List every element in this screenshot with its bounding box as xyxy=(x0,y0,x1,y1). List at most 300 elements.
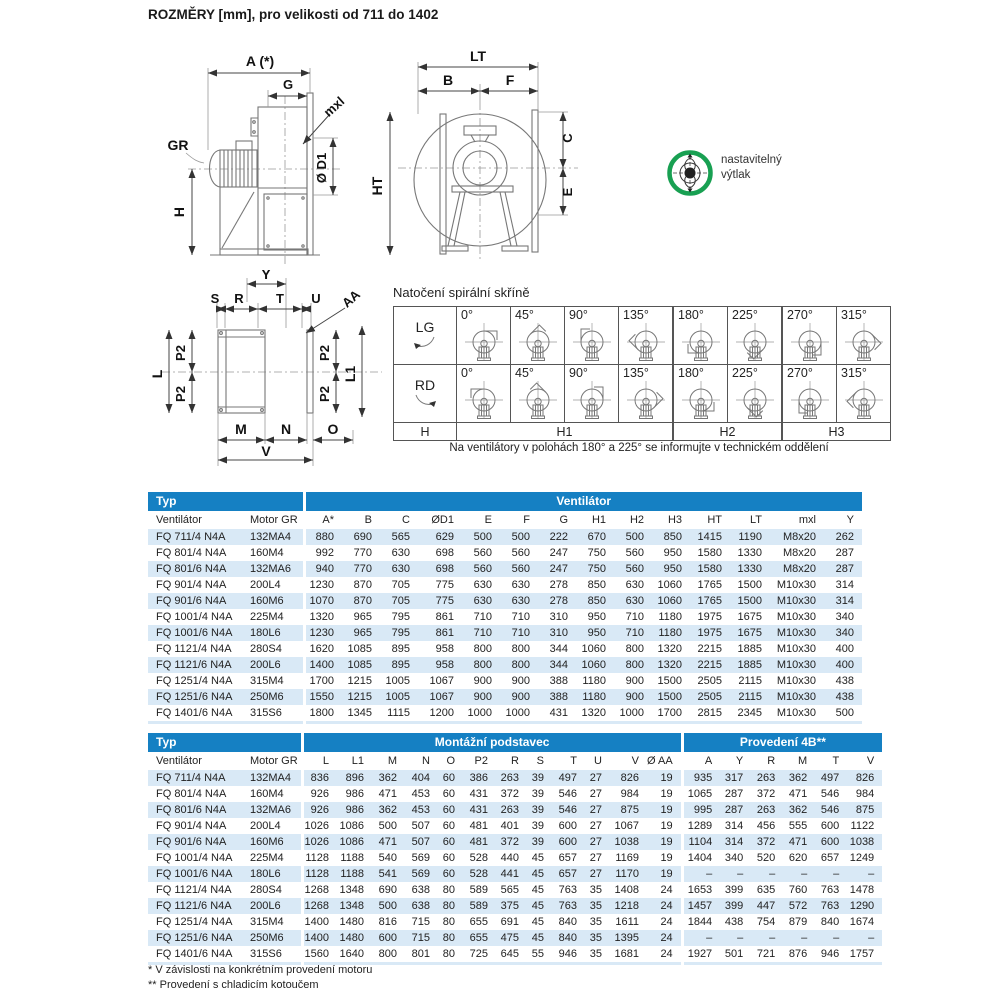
table-cell: 1180 xyxy=(658,627,682,639)
rotation-row xyxy=(394,365,891,423)
table-column-header: C xyxy=(402,514,410,526)
table-cell: 287 xyxy=(724,804,744,816)
table-row xyxy=(148,946,882,964)
table-cell: 1290 xyxy=(849,900,875,912)
table-cell: 657 xyxy=(558,852,577,864)
table-cell: 317 xyxy=(724,772,744,784)
table-cell: 940 xyxy=(304,561,342,577)
rotation-heading: Natočení spirální skříně xyxy=(393,285,530,300)
mounting-base-table xyxy=(148,733,882,965)
table-row xyxy=(148,625,862,641)
table-cell: 35 xyxy=(589,948,602,960)
table-cell: 362 xyxy=(378,772,397,784)
table-cell: 900 xyxy=(511,675,530,687)
rotation-angle-label: 45° xyxy=(515,366,534,380)
table-group-header: Montážní podstavec xyxy=(302,733,682,752)
dim-label-o: O xyxy=(327,421,339,437)
table-column-header: R xyxy=(767,755,776,767)
rotation-cell xyxy=(511,365,565,423)
table-cell: FQ 1251/4 N4A xyxy=(156,675,233,687)
table-cell: 600 xyxy=(820,836,840,848)
table-cell: M10x30 xyxy=(776,611,816,623)
table-cell: 1005 xyxy=(385,675,410,687)
table-cell: 19 xyxy=(660,852,673,864)
table-cell: 372 xyxy=(756,788,776,800)
table-cell: FQ 711/4 N4A xyxy=(156,531,226,543)
table-cell: 344 xyxy=(549,643,568,655)
table-cell: 850 xyxy=(663,531,682,543)
table-cell: 404 xyxy=(411,772,430,784)
table-cell: 225M4 xyxy=(250,611,284,623)
table-column-header: A xyxy=(682,752,720,770)
table-cell: 965 xyxy=(353,611,372,623)
table-cell: 263 xyxy=(500,772,519,784)
table-cell: 935 xyxy=(682,770,720,786)
rotation-angle-label: 270° xyxy=(787,308,813,322)
table-cell: 45 xyxy=(531,852,544,864)
table-cell: 19 xyxy=(660,836,673,848)
table-cell: 770 xyxy=(353,547,372,559)
table-cell: 1000 xyxy=(467,707,492,719)
fan-orientation-icon xyxy=(844,378,884,420)
table-cell: 1975 xyxy=(697,611,722,623)
table-column-header: mxl xyxy=(798,514,816,526)
dim-label-b: B xyxy=(442,72,454,88)
table-cell: 1190 xyxy=(738,531,762,543)
table-cell: 80 xyxy=(442,932,455,944)
rotation-row-label-text: RD xyxy=(414,376,436,393)
table-cell: 1169 xyxy=(615,852,639,864)
table-cell: 630 xyxy=(511,595,530,607)
table-cell: 926 xyxy=(302,802,337,818)
fan-orientation-icon xyxy=(844,320,884,362)
table-cell: M10x30 xyxy=(776,643,816,655)
table-cell: 471 xyxy=(788,836,808,848)
dim-label-ht: HT xyxy=(369,176,385,196)
rotation-angle-label: 90° xyxy=(569,366,588,380)
table-cell: 500 xyxy=(511,531,530,543)
table-cell: 80 xyxy=(442,916,455,928)
table-cell: 1480 xyxy=(339,916,364,928)
table-cell: 1065 xyxy=(682,786,720,802)
table-cell: 984 xyxy=(855,788,875,800)
table-column-header: F xyxy=(523,514,530,526)
table-cell: 800 xyxy=(473,643,492,655)
fan-orientation-icon xyxy=(518,320,558,362)
table-cell: 1640 xyxy=(339,948,364,960)
table-cell: 500 xyxy=(473,531,492,543)
table-row xyxy=(148,866,882,882)
table-cell: 560 xyxy=(511,547,530,559)
table-cell: 1395 xyxy=(614,932,639,944)
rotation-footer-cell: H2 xyxy=(673,423,782,441)
table-cell: 500 xyxy=(378,820,397,832)
table-cell: 800 xyxy=(378,948,397,960)
table-cell: 1800 xyxy=(304,705,342,723)
table-cell: 263 xyxy=(756,772,776,784)
table-cell: FQ 1001/6 N4A xyxy=(156,627,233,639)
badge-label-line1: nastavitelný xyxy=(721,154,782,166)
table-cell: 1230 xyxy=(304,577,342,593)
table-cell: 2115 xyxy=(738,675,762,687)
table-cell: 1180 xyxy=(582,675,606,687)
table-cell: 1500 xyxy=(737,579,762,591)
badge-label-line2: výtlak xyxy=(721,169,751,181)
table-cell: 263 xyxy=(500,804,519,816)
rotation-angle-label: 135° xyxy=(623,308,649,322)
table-cell: 946 xyxy=(820,948,840,960)
table-cell: 710 xyxy=(473,627,492,639)
table-column-header: LT xyxy=(749,514,762,526)
table-cell: 861 xyxy=(435,627,454,639)
fan-orientation-icon xyxy=(518,378,558,420)
side-view-drawing xyxy=(140,50,390,275)
rotation-angle-label: 45° xyxy=(515,308,534,322)
dim-label-p2c: P2 xyxy=(317,345,332,361)
table-cell: 1500 xyxy=(657,691,682,703)
table-cell: 1757 xyxy=(849,948,875,960)
table-cell: 453 xyxy=(411,788,430,800)
fan-orientation-icon xyxy=(790,378,830,420)
dim-label-g: G xyxy=(282,77,294,92)
table-cell: 698 xyxy=(435,563,454,575)
table-cell: M10x30 xyxy=(776,707,816,719)
table-cell: 795 xyxy=(391,627,410,639)
table-cell: 1122 xyxy=(850,820,875,832)
table-cell: 19 xyxy=(660,804,673,816)
rotation-cell xyxy=(565,307,619,365)
table-cell: 800 xyxy=(511,659,530,671)
table-cell: 1404 xyxy=(682,850,720,866)
table-cell: 879 xyxy=(788,916,808,928)
table-cell: 1700 xyxy=(657,707,682,719)
table-cell: 840 xyxy=(820,916,840,928)
table-cell: 314 xyxy=(835,579,854,591)
table-cell: 541 xyxy=(378,868,397,880)
table-cell: 1067 xyxy=(429,691,454,703)
table-column-header: M xyxy=(798,755,808,767)
table-cell: 958 xyxy=(435,643,454,655)
table-column-header: L xyxy=(302,752,337,770)
table-cell: 645 xyxy=(500,948,519,960)
table-cell: – xyxy=(868,932,875,944)
table-cell: – xyxy=(868,868,875,880)
table-row xyxy=(148,577,862,593)
table-cell: 39 xyxy=(531,772,544,784)
table-cell: 19 xyxy=(660,772,673,784)
table-cell: 180L6 xyxy=(250,627,281,639)
rotation-cell xyxy=(457,307,511,365)
table-row xyxy=(148,593,862,609)
table-cell: 850 xyxy=(587,579,606,591)
table-cell: 372 xyxy=(500,788,519,800)
table-cell: 315M4 xyxy=(250,916,284,928)
table-cell: 800 xyxy=(625,643,644,655)
rotation-footer-cell: H xyxy=(394,423,457,441)
table-column-header: H1 xyxy=(591,514,606,526)
table-cell: 1060 xyxy=(657,595,682,607)
table-cell: 1765 xyxy=(697,579,722,591)
table-cell: 60 xyxy=(442,772,455,784)
table-cell: 388 xyxy=(549,675,568,687)
table-cell: 1765 xyxy=(697,595,722,607)
table-cell: 546 xyxy=(558,804,577,816)
table-cell: 775 xyxy=(435,595,454,607)
table-cell: 1268 xyxy=(302,898,337,914)
table-cell: 315S6 xyxy=(250,948,282,960)
table-cell: 160M4 xyxy=(250,547,284,559)
dim-label-mxl: mxl xyxy=(320,93,348,120)
table-column-header: H2 xyxy=(629,514,644,526)
table-column-header: Ventilátor xyxy=(156,755,202,767)
table-row xyxy=(148,898,882,914)
table-group-header: Typ xyxy=(148,492,304,511)
table-cell: 710 xyxy=(473,611,492,623)
table-cell: 132MA4 xyxy=(250,531,291,543)
table-cell: 132MA4 xyxy=(250,772,291,784)
table-cell: 55 xyxy=(531,948,544,960)
rotation-footer-cell: H3 xyxy=(782,423,891,441)
table-column-header: G xyxy=(559,514,568,526)
table-cell: 263 xyxy=(756,804,776,816)
table-cell: 27 xyxy=(589,836,602,848)
table-cell: 630 xyxy=(625,595,644,607)
table-row xyxy=(148,689,862,705)
fan-orientation-icon xyxy=(626,378,666,420)
table-row xyxy=(148,786,882,802)
rotation-angle-label: 180° xyxy=(678,366,704,380)
fan-orientation-icon xyxy=(464,378,504,420)
table-cell: 1580 xyxy=(697,563,722,575)
table-cell: 520 xyxy=(756,852,776,864)
table-cell: 690 xyxy=(353,531,372,543)
table-row xyxy=(148,641,862,657)
table-cell: 340 xyxy=(835,611,854,623)
table-cell: 1500 xyxy=(737,595,762,607)
table-cell: 750 xyxy=(587,563,606,575)
table-cell: 262 xyxy=(835,531,854,543)
table-column-header: N xyxy=(422,755,430,767)
table-cell: 314 xyxy=(724,836,744,848)
table-cell: 657 xyxy=(558,868,577,880)
table-cell: 926 xyxy=(302,786,337,802)
table-cell: FQ 801/6 N4A xyxy=(156,563,227,575)
table-cell: 278 xyxy=(549,579,568,591)
table-cell: 27 xyxy=(589,820,602,832)
rotation-angle-label: 225° xyxy=(732,366,758,380)
table-cell: 950 xyxy=(587,627,606,639)
table-cell: 399 xyxy=(724,900,744,912)
table-cell: 60 xyxy=(442,804,455,816)
dim-label-n: N xyxy=(280,421,292,437)
table-cell: 875 xyxy=(620,804,639,816)
table-cell: – xyxy=(801,932,808,944)
table-cell: M10x30 xyxy=(776,675,816,687)
table-cell: 1060 xyxy=(657,579,682,591)
table-cell: FQ 711/4 N4A xyxy=(156,772,226,784)
table-cell: 1408 xyxy=(614,884,639,896)
table-cell: 655 xyxy=(469,932,488,944)
table-cell: 826 xyxy=(855,772,875,784)
table-cell: 1620 xyxy=(304,641,342,657)
table-row xyxy=(148,705,862,723)
table-column-header: M xyxy=(387,755,397,767)
table-cell: 638 xyxy=(411,884,430,896)
table-cell: 630 xyxy=(473,595,492,607)
table-cell: 620 xyxy=(788,852,808,864)
table-cell: 310 xyxy=(549,627,568,639)
table-cell: 471 xyxy=(378,788,397,800)
table-cell: 896 xyxy=(345,772,364,784)
table-cell: 1060 xyxy=(581,659,606,671)
table-cell: 132MA6 xyxy=(250,804,291,816)
adjustable-outlet-icon xyxy=(666,149,714,197)
table-cell: 35 xyxy=(589,900,602,912)
table-cell: 630 xyxy=(391,563,410,575)
table-cell: 763 xyxy=(558,884,577,896)
table-cell: 540 xyxy=(378,852,397,864)
table-cell: 630 xyxy=(391,547,410,559)
table-cell: 456 xyxy=(756,820,776,832)
table-cell: – xyxy=(737,932,744,944)
table-cell: 250M6 xyxy=(250,932,284,944)
table-cell: 800 xyxy=(473,659,492,671)
table-cell: 481 xyxy=(469,836,488,848)
table-cell: 1230 xyxy=(304,625,342,641)
table-row xyxy=(148,914,882,930)
table-cell: FQ 801/6 N4A xyxy=(156,804,227,816)
rotation-cell xyxy=(619,307,674,365)
table-cell: 287 xyxy=(835,563,854,575)
table-cell: 1400 xyxy=(304,657,342,673)
table-cell: 441 xyxy=(500,868,519,880)
table-cell: 507 xyxy=(411,820,430,832)
table-column-header: O xyxy=(446,755,455,767)
table2-container xyxy=(148,733,882,965)
table-cell: – xyxy=(801,868,808,880)
table-cell: 27 xyxy=(589,772,602,784)
table-cell: 287 xyxy=(724,788,744,800)
table-row xyxy=(148,561,862,577)
table-cell: 1457 xyxy=(682,898,720,914)
table-cell: 60 xyxy=(442,852,455,864)
table-cell: 1345 xyxy=(347,707,372,719)
table-cell: FQ 801/4 N4A xyxy=(156,788,227,800)
table-cell: 45 xyxy=(531,900,544,912)
rotation-angle-label: 315° xyxy=(841,366,867,380)
table-cell: 560 xyxy=(473,547,492,559)
table-column-header: R xyxy=(511,755,519,767)
page-title: ROZMĚRY [mm], pro velikosti od 711 do 1402 xyxy=(148,7,439,22)
table-row xyxy=(148,930,882,946)
table-cell: 1067 xyxy=(614,820,639,832)
footnote-2: ** Provedení s chladicím kotoučem xyxy=(148,979,319,991)
dim-label-p2b: P2 xyxy=(173,386,188,402)
table-cell: – xyxy=(769,932,776,944)
table-cell: FQ 1401/6 N4A xyxy=(156,707,233,719)
rotation-direction-arrow xyxy=(412,393,438,408)
table-cell: 715 xyxy=(411,916,430,928)
table-cell: 705 xyxy=(391,595,410,607)
table-cell: 589 xyxy=(469,900,488,912)
table-cell: M10x30 xyxy=(776,659,816,671)
table-cell: – xyxy=(737,868,744,880)
table-cell: 471 xyxy=(788,788,808,800)
table-cell: 453 xyxy=(411,804,430,816)
table-column-header: T xyxy=(570,755,577,767)
table-cell: 2115 xyxy=(738,691,762,703)
table-cell: 600 xyxy=(558,836,577,848)
table-cell: 1188 xyxy=(340,868,364,880)
fan-orientation-icon xyxy=(735,378,775,420)
table-cell: 546 xyxy=(820,788,840,800)
table-column-header: ØD1 xyxy=(431,514,454,526)
table-row xyxy=(148,673,862,689)
table-cell: M10x30 xyxy=(776,691,816,703)
table-cell: 401 xyxy=(500,820,519,832)
dim-label-p2a: P2 xyxy=(173,345,188,361)
table-cell: FQ 801/4 N4A xyxy=(156,547,227,559)
dim-label-s: S xyxy=(210,291,220,306)
table-cell: 438 xyxy=(724,916,744,928)
table-cell: M8x20 xyxy=(782,563,816,575)
table-cell: 900 xyxy=(625,691,644,703)
dim-label-d1: Ø D1 xyxy=(314,152,329,184)
table-cell: FQ 1401/6 N4A xyxy=(156,948,233,960)
footnote-1: * V závislosti na konkrétním provedení motoru xyxy=(148,964,373,976)
table-cell: 950 xyxy=(663,563,682,575)
table-cell: 438 xyxy=(835,691,854,703)
plan-view-drawing xyxy=(140,270,395,478)
table-cell: 528 xyxy=(469,868,488,880)
table-column-header: V xyxy=(631,755,639,767)
rotation-angle-label: 0° xyxy=(461,366,473,380)
table-cell: M10x30 xyxy=(776,595,816,607)
table-cell: 840 xyxy=(558,932,577,944)
rotation-cell xyxy=(511,307,565,365)
table-cell: 447 xyxy=(756,900,776,912)
table-cell: – xyxy=(682,930,720,946)
table-cell: 35 xyxy=(589,884,602,896)
table-cell: 986 xyxy=(345,804,364,816)
rotation-angle-label: 90° xyxy=(569,308,588,322)
table-cell: 19 xyxy=(660,820,673,832)
dim-label-m: M xyxy=(235,421,247,437)
table-column-header: A* xyxy=(304,511,342,529)
table-cell: 1674 xyxy=(849,916,875,928)
table-cell: M10x30 xyxy=(776,579,816,591)
table-cell: 698 xyxy=(435,547,454,559)
table-row xyxy=(148,529,862,545)
table-cell: 45 xyxy=(531,932,544,944)
table-cell: 1320 xyxy=(581,707,606,719)
table-cell: 1330 xyxy=(737,547,762,559)
table-cell: 546 xyxy=(820,804,840,816)
badge-label xyxy=(721,153,782,183)
table-row xyxy=(148,818,882,834)
fan-orientation-icon xyxy=(572,320,612,362)
table-cell: 763 xyxy=(558,900,577,912)
rotation-cell xyxy=(837,307,891,365)
table-cell: 1128 xyxy=(302,850,337,866)
table-cell: 801 xyxy=(411,948,430,960)
rotation-row xyxy=(394,307,891,365)
dim-label-gr: GR xyxy=(167,137,189,153)
table-cell: 60 xyxy=(442,820,455,832)
table-cell: 895 xyxy=(391,659,410,671)
rotation-angle-label: 270° xyxy=(787,366,813,380)
table-column-header: H3 xyxy=(667,514,682,526)
